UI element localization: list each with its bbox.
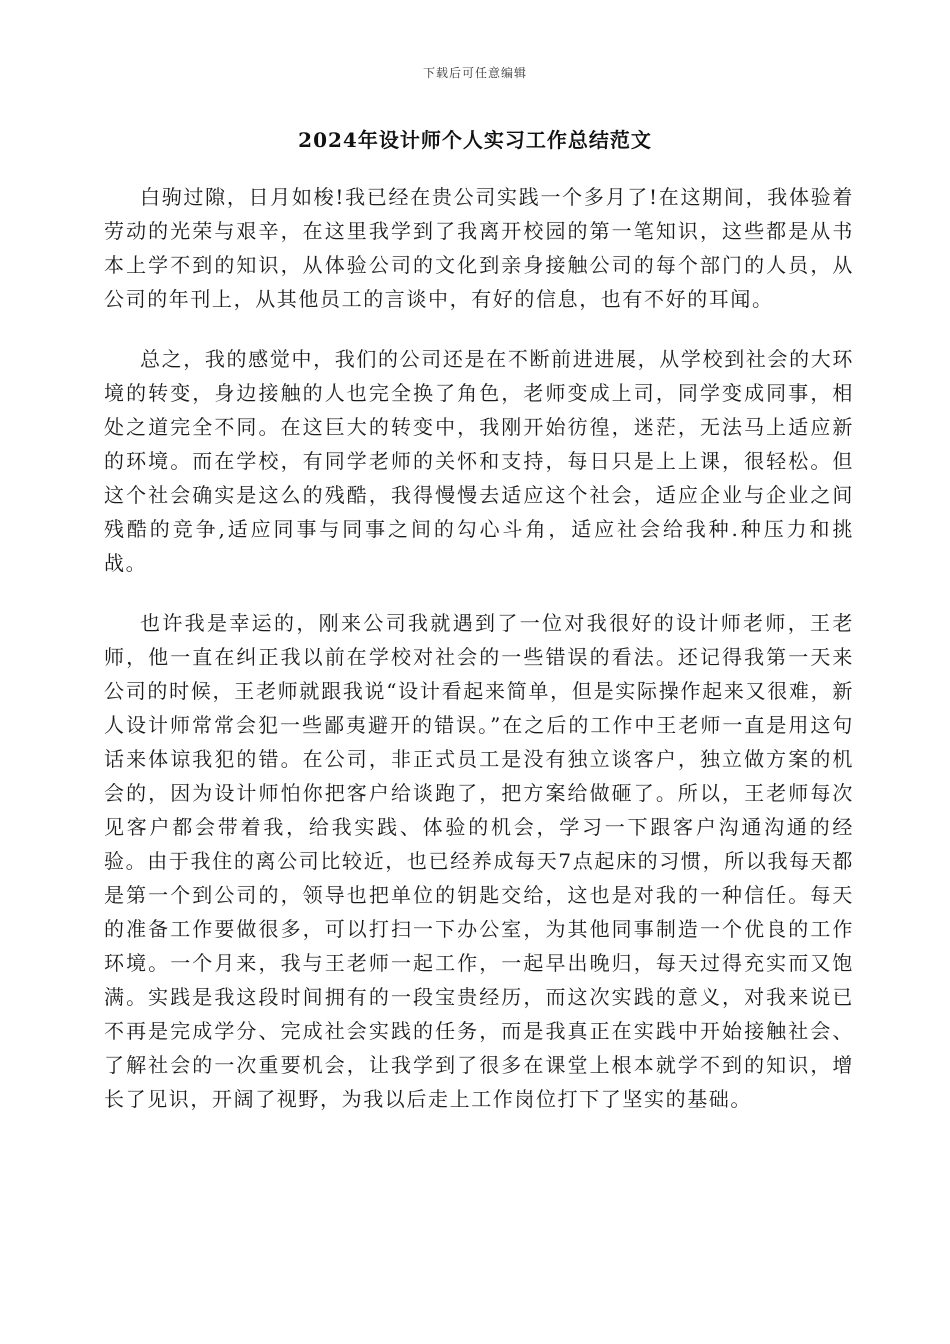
- paragraph: 也许我是幸运的，刚来公司我就遇到了一位对我很好的设计师老师，王老师，他一直在纠正我以前在学校对社会的一些错误的看法。还记得我第一天来公司的时候，王老师就跟我说“设计看起来简单，但是实际操作起来又很难，新人设计师常常会犯一些鄙夷避开的错误。”在之后的工作中王老师一直是用这句话来体谅我犯的错。在公司，非正式员工是没有独立谈客户，独立做方案的机会的，因为设计师怕你把客户给谈跑了，把方案给做砸了。所以，王老师每次见客户都会带着我，给我实践、体验的机会，学习一下跟客户沟通沟通的经验。由于我住的离公司比较近，也已经养成每天7点起床的习惯，所以我每天都是第一个到公司的，领导也把单位的钥匙交给，这也是对我的一种信任。每天的准备工作要做很多，可以打扫一下办公室，为其他同事制造一个优良的工作环境。一个月来，我与王老师一起工作，一起早出晚归，每天过得充实而又饱满。实践是我这段时间拥有的一段宝贵经历，而这次实践的意义，对我来说已不再是完成学分、完成社会实践的任务，而是我真正在实践中开始接触社会、了解社会的一次重要机会，让我学到了很多在课堂上根本就学不到的知识，增长了见识，开阔了视野，为我以后走上工作岗位打下了坚实的基础。: [104, 611, 854, 1111]
- paragraph: 总之，我的感觉中，我们的公司还是在不断前进进展，从学校到社会的大环境的转变，身边接触的人也完全换了角色，老师变成上司，同学变成同事，相处之道完全不同。在这巨大的转变中，我刚开始彷徨，迷茫，无法马上适应新的环境。而在学校，有同学老师的关怀和支持，每日只是上上课，很轻松。但这个社会确实是这么的残酷，我得慢慢去适应这个社会，适应企业与企业之间残酷的竞争,适应同事与同事之间的勾心斗角，适应社会给我种.种压力和挑战。: [104, 347, 854, 575]
- document-title: 2024年设计师个人实习工作总结范文: [298, 128, 652, 152]
- header-note: 下载后可任意编辑: [422, 66, 527, 80]
- document-body: [104, 180, 854, 1116]
- paragraph: 白驹过隙，日月如梭!我已经在贵公司实践一个多月了!在这期间，我体验着劳动的光荣与艰辛，在这里我学到了我离开校园的第一笔知识，这些都是从书本上学不到的知识，从体验公司的文化到亲身接触公司的每个部门的人员，从公司的年刊上，从其他员工的言谈中，有好的信息，也有不好的耳闻。: [104, 185, 854, 311]
